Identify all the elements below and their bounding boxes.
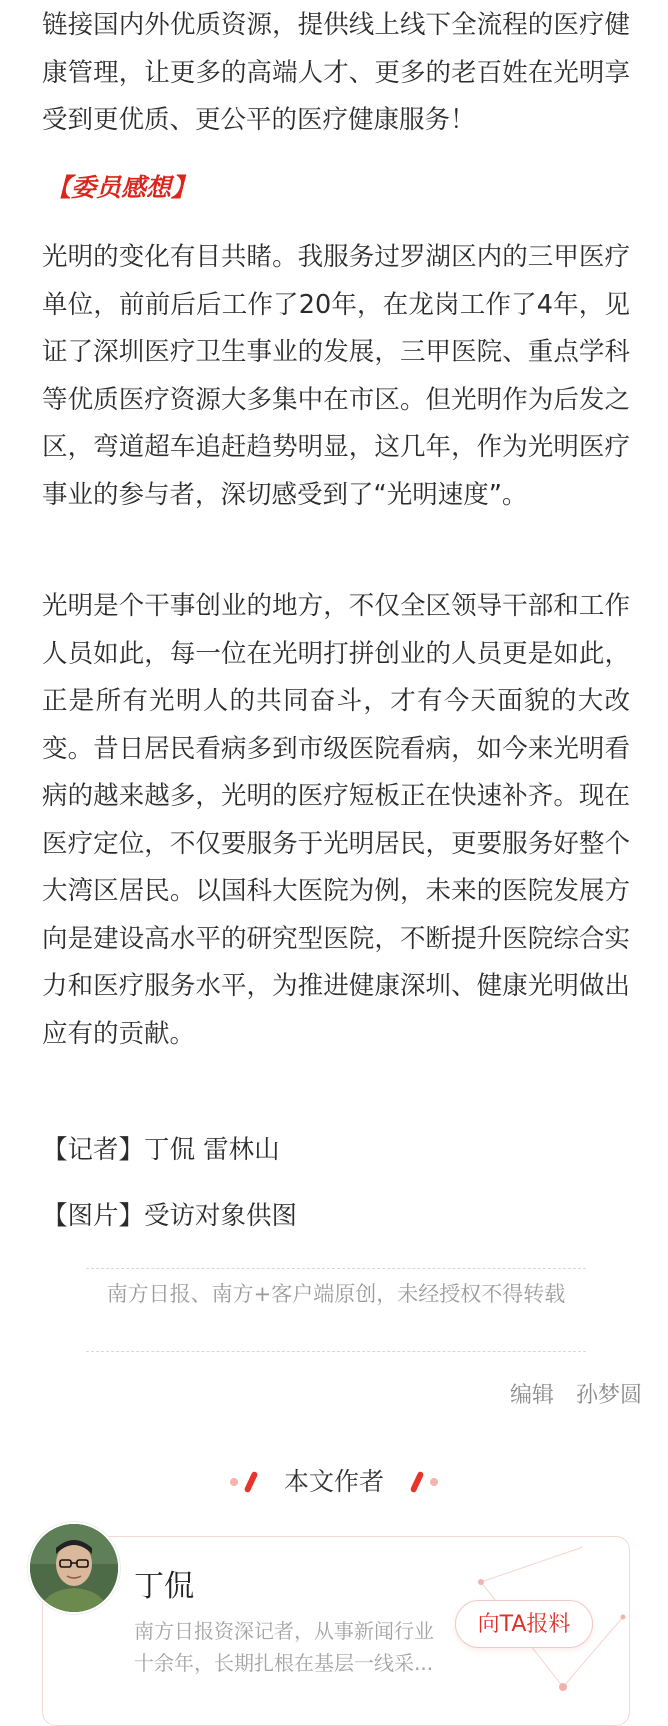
author-description: 南方日报资深记者，从事新闻行业十余年，长期扎根在基层一线采... [134,1619,434,1675]
article-paragraph: 光明是个干事创业的地方，不仅全区领导干部和工作人员如此，每一位在光明打拼创业的人员更是如此，正是所有光明人的共同奋斗，才有今天面貌的大改变。昔日居民看病多到市级医院看病，如今来光明看病的越来越多，光明的医疗短板正在快速补齐。现在医疗定位，不仅要服务于光明居民，更要服务好整个大湾区居民。以国科大医院为例，未来的医院发展方向是建设高水平的研究型医院，不断提升医院综合实力和医疗服务水平，为推进健康深圳、健康光明做出应有的贡献。 [42,591,630,1049]
decoration-icon [228,1470,268,1494]
photo-credit: 【图片】受访对象供图 [42,1201,298,1231]
editor-line [510,1378,642,1409]
decoration-icon [400,1470,440,1494]
section-heading: 【委员感想】 [46,173,197,202]
editor-name: 孙梦圆 [575,1383,642,1408]
report-to-author-button[interactable]: 向TA报料 [455,1600,593,1648]
copyright-notice: 南方日报、南方+客户端原创，未经授权不得转载 [86,1268,586,1352]
article-paragraph: 链接国内外优质资源，提供线上线下全流程的医疗健康管理，让更多的高端人才、更多的老百姓在光明享受到更优质、更公平的医疗健康服务！ [42,10,630,135]
article-paragraph: 光明的变化有目共睹。我服务过罗湖区内的三甲医疗单位，前前后后工作了20年，在龙岗工作了4年，见证了深圳医疗卫生事业的发展，三甲医院、重点学科等优质医疗资源大多集中在市区。但光明作为后发之区，弯道超车追赶趋势明显，这几年，作为光明医疗事业的参与者，深切感受到了“光明速度”。 [42,242,630,510]
editor-label: 编辑 [509,1383,554,1408]
author-section-title-text: 本文作者 [283,1467,384,1496]
avatar-photo-icon [30,1524,118,1612]
author-section-title [0,1461,668,1502]
author-avatar[interactable] [28,1522,120,1614]
author-name[interactable]: 丁侃 [134,1569,194,1604]
reporter-credit: 【记者】丁侃 雷林山 [42,1135,280,1165]
